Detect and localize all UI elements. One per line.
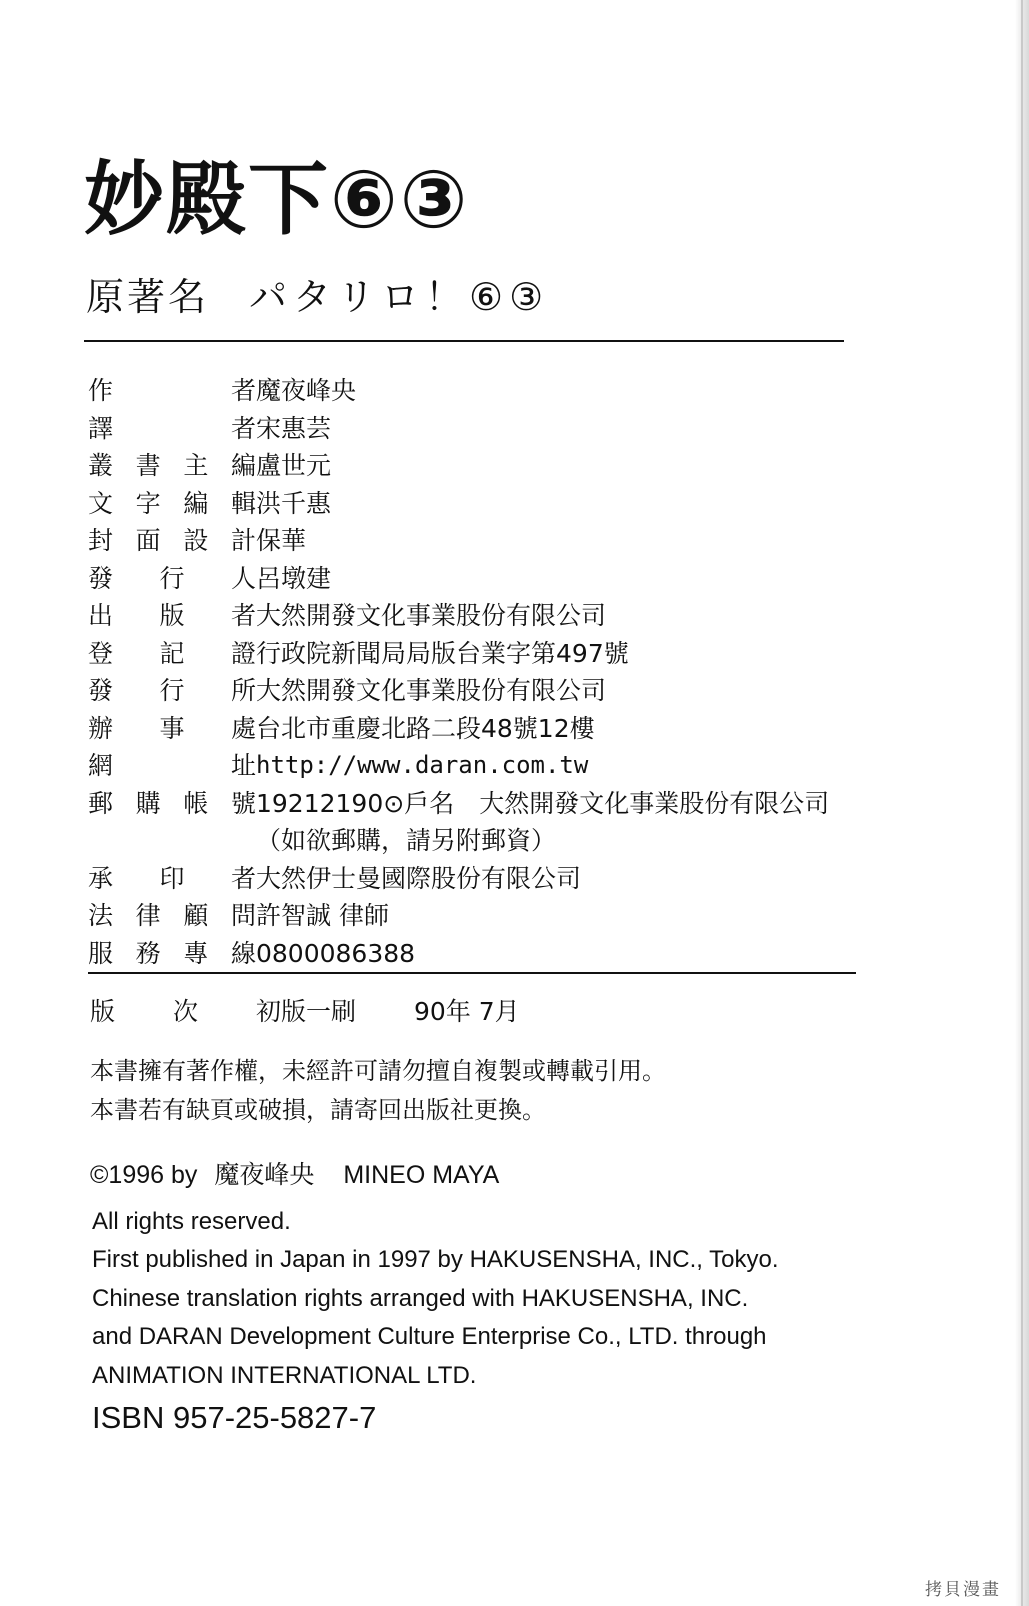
credit-value: （如欲郵購，請另附郵資） (256, 826, 557, 855)
credit-value: 0800086388 (256, 938, 416, 968)
copyright-author-roman: MINEO MAYA (343, 1161, 500, 1189)
credit-value: 盧世元 (256, 451, 332, 480)
book-title (84, 150, 469, 250)
original-title-label: 原著名 (86, 275, 210, 319)
credit-value: 大然伊士曼國際股份有限公司 (256, 863, 582, 893)
credit-row-office (88, 710, 888, 748)
divider-top (84, 340, 844, 342)
edition-label: 版 次 (90, 997, 198, 1026)
credit-value: 魔夜峰央 (256, 376, 357, 405)
credits-list (88, 372, 888, 972)
credit-row-text-editor (88, 485, 888, 523)
rights-line: First published in Japan in 1997 by HAKUSENSHA, INC., Tokyo. (92, 1246, 779, 1274)
title-volume: ⑥③ (330, 153, 470, 246)
original-title-value: パタリロ！⑥③ (249, 275, 550, 319)
credit-value: 行政院新聞局局版台業字第497號 (256, 638, 629, 668)
credit-value: 保華 (256, 526, 307, 555)
website-url: http://www.daran.com.tw (256, 751, 589, 779)
credit-label: 發行人 (88, 563, 256, 593)
credit-label: 作 者 (88, 376, 256, 405)
credit-label: 法律顧問 (88, 901, 256, 930)
credit-value: 大然開發文化事業股份有限公司 (256, 676, 607, 705)
credit-row-translator (88, 410, 888, 448)
credit-label: 譯 者 (88, 413, 256, 443)
isbn: ISBN 957-25-5827-7 (92, 1400, 377, 1435)
credit-label: 叢書主編 (88, 451, 256, 480)
credit-label: 文字編輯 (88, 488, 256, 518)
credit-row-publisher (88, 597, 888, 635)
credit-value: 宋惠芸 (256, 413, 332, 443)
credit-label: 網 址 (88, 751, 256, 780)
notice-line: 本書若有缺頁或破損，請寄回出版社更換。 (90, 1096, 546, 1124)
credit-label: 服務專線 (88, 938, 256, 968)
credit-row-series-editor (88, 447, 888, 485)
rights-line: Chinese translation rights arranged with HAKUSENSHA, INC. (92, 1284, 749, 1312)
credit-label: 辦事處 (88, 713, 256, 743)
credit-label: 登記證 (88, 638, 256, 668)
credit-value: 呂墩建 (256, 563, 332, 593)
credit-value: 洪千惠 (256, 488, 332, 518)
credit-row-website (88, 747, 888, 785)
divider-bottom (88, 972, 856, 974)
rights-line: ANIMATION INTERNATIONAL LTD. (92, 1361, 477, 1389)
credit-label (88, 822, 256, 860)
edition-print: 初版一刷 (256, 997, 357, 1026)
rights-block (92, 1203, 779, 1395)
credit-label: 發行所 (88, 676, 256, 705)
credit-row-legal (88, 897, 888, 935)
credit-label: 承印者 (88, 863, 256, 893)
credit-value: 許智誠 律師 (256, 901, 389, 930)
watermark: 拷貝漫畫 (925, 1580, 1001, 1600)
credit-value: 19212190⊙戶名 大然開發文化事業股份有限公司 (256, 788, 830, 818)
rights-line: All rights reserved. (92, 1208, 291, 1235)
credit-row-service-line (88, 935, 888, 973)
rights-line: and DARAN Development Culture Enterprise Co., LTD. through (92, 1323, 767, 1351)
credit-label: 封面設計 (88, 526, 256, 555)
credit-label: 出版者 (88, 601, 256, 630)
notice-line: 本書擁有著作權，未經許可請勿擅自複製或轉載引用。 (90, 1057, 666, 1085)
edition-date: 90年 7月 (414, 997, 520, 1026)
edition-row (90, 992, 520, 1032)
credit-row-distributor (88, 672, 888, 710)
credit-row-postal-account (88, 785, 888, 823)
credit-row-printer (88, 860, 888, 898)
title-main: 妙殿下 (84, 153, 330, 246)
credit-row-cover-design (88, 522, 888, 560)
page-edge-line (1021, 0, 1023, 1606)
credit-row-postal-note (88, 822, 888, 860)
copyright-year: ©1996 (90, 1161, 165, 1189)
original-title-row (86, 272, 549, 322)
copyright-by: by (171, 1161, 198, 1189)
credit-row-registration (88, 635, 888, 673)
credit-value: 台北市重慶北路二段48號12樓 (256, 713, 595, 743)
credit-value: 大然開發文化事業股份有限公司 (256, 601, 607, 630)
credit-row-publisher-person (88, 560, 888, 598)
credit-label: 郵購帳號 (88, 788, 256, 818)
copyright-notices (90, 1052, 666, 1130)
copyright-author: 魔夜峰央 (214, 1160, 315, 1189)
credit-row-author (88, 372, 888, 410)
copyright-line (90, 1155, 499, 1195)
